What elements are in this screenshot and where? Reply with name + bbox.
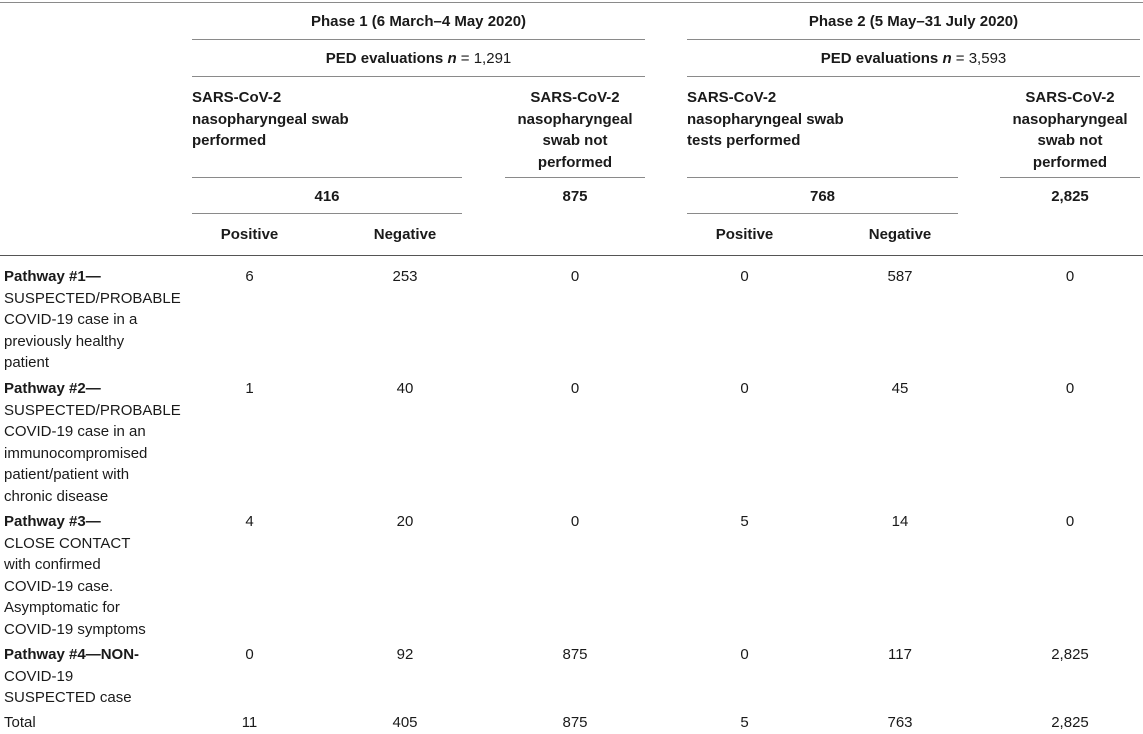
cell-p1-not-performed-total: 875 xyxy=(562,714,588,731)
cell-p2-negative: 14 xyxy=(891,513,909,530)
cell-p2-negative: 587 xyxy=(887,268,913,285)
phase1-negative-header: Negative xyxy=(373,226,437,243)
row-label-pathway-1: Pathway #1— SUSPECTED/PROBABLE COVID-19 case in a previously healthy patient xyxy=(4,268,181,371)
cell-p2-positive: 5 xyxy=(740,513,749,530)
cell-p2-negative: 45 xyxy=(891,380,909,397)
row-label-pathway-4: Pathway #4—NON- COVID-19 SUSPECTED case xyxy=(4,646,140,706)
phase2-swab-performed-heading: SARS-CoV-2 nasopharyngeal swab tests performed xyxy=(687,89,844,149)
cell-p1-not-performed: 0 xyxy=(570,513,580,530)
row-label-pathway-2: Pathway #2— SUSPECTED/PROBABLE COVID-19 case in an immunocompromised patient/patient with chronic disease xyxy=(4,380,181,505)
cell-p1-negative: 92 xyxy=(396,646,414,663)
cell-p2-positive-total: 5 xyxy=(740,714,749,731)
phase1-evaluations-rule xyxy=(192,76,645,77)
phase1-title: Phase 1 (6 March–4 May 2020) xyxy=(310,13,527,30)
header-bottom-rule xyxy=(0,255,1143,256)
phase2-evaluations-rule xyxy=(687,76,1140,77)
row-label-pathway-3: Pathway #3— CLOSE CONTACT with confirmed COVID-19 case. Asymptomatic for COVID-19 symptoms xyxy=(4,513,146,638)
cell-p2-not-performed: 0 xyxy=(1065,380,1075,397)
phase1-performed-rule xyxy=(192,177,462,178)
phase2-performed-total: 768 xyxy=(809,188,836,205)
phase2-not-performed-rule xyxy=(1000,177,1140,178)
phase1-swab-not-performed-heading: SARS-CoV-2 nasopharyngeal swab not performed xyxy=(517,89,633,171)
phase1-count-rule xyxy=(192,213,462,214)
cell-p1-negative-total: 405 xyxy=(392,714,418,731)
phase2-title-rule xyxy=(687,39,1140,40)
phase2-swab-not-performed-heading: SARS-CoV-2 nasopharyngeal swab not performed xyxy=(1012,89,1128,171)
cell-p1-positive: 4 xyxy=(245,513,254,530)
cell-p1-not-performed: 0 xyxy=(570,268,580,285)
phase2-negative-header: Negative xyxy=(868,226,932,243)
table-top-rule xyxy=(0,2,1143,3)
cell-p1-negative: 20 xyxy=(396,513,414,530)
phase1-not-performed-total: 875 xyxy=(562,188,588,205)
phase1-swab-performed-heading: SARS-CoV-2 nasopharyngeal swab performed xyxy=(192,89,349,149)
phase2-not-performed-total: 2,825 xyxy=(1051,188,1089,205)
cell-p2-not-performed: 2,825 xyxy=(1051,646,1089,663)
cell-p1-positive: 6 xyxy=(245,268,254,285)
phase2-count-rule xyxy=(687,213,958,214)
cell-p1-negative: 253 xyxy=(392,268,418,285)
cell-p2-positive: 0 xyxy=(740,646,749,663)
phase1-evaluations: PED evaluations n = 1,291 xyxy=(325,50,512,67)
cell-p2-not-performed: 0 xyxy=(1065,268,1075,285)
cell-p1-positive: 0 xyxy=(245,646,254,663)
phase2-evaluations: PED evaluations n = 3,593 xyxy=(820,50,1007,67)
phase2-title: Phase 2 (5 May–31 July 2020) xyxy=(808,13,1019,30)
phase1-title-rule xyxy=(192,39,645,40)
cell-p2-positive: 0 xyxy=(740,380,749,397)
cell-p1-positive: 1 xyxy=(245,380,254,397)
cell-p2-positive: 0 xyxy=(740,268,749,285)
cell-p1-negative: 40 xyxy=(396,380,414,397)
cell-p2-negative-total: 763 xyxy=(887,714,913,731)
phase2-performed-rule xyxy=(687,177,958,178)
phase1-performed-total: 416 xyxy=(314,188,340,205)
row-label-total: Total xyxy=(4,714,36,731)
phase1-positive-header: Positive xyxy=(220,226,279,243)
cell-p2-not-performed: 0 xyxy=(1065,513,1075,530)
cell-p2-negative: 117 xyxy=(888,646,912,663)
cell-p2-not-performed-total: 2,825 xyxy=(1051,714,1089,731)
cell-p1-positive-total: 11 xyxy=(241,714,258,731)
phase2-positive-header: Positive xyxy=(715,226,774,243)
cell-p1-not-performed: 875 xyxy=(562,646,588,663)
phase1-not-performed-rule xyxy=(505,177,645,178)
cell-p1-not-performed: 0 xyxy=(570,380,580,397)
